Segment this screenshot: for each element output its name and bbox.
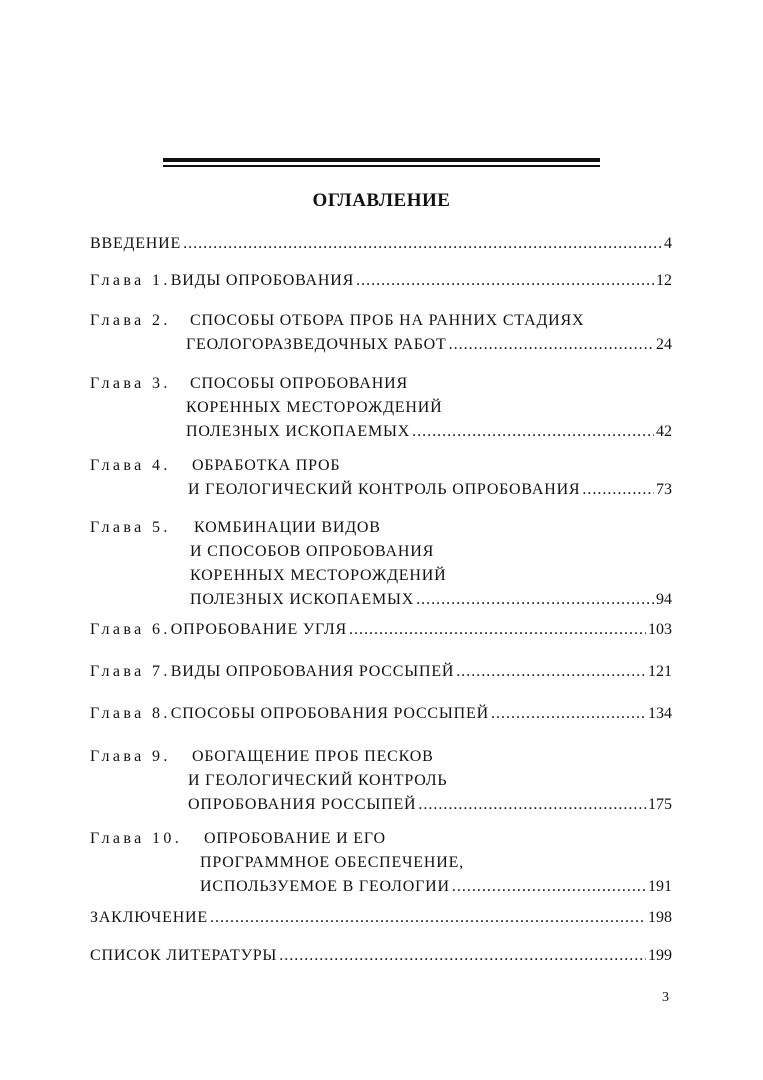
chapter-prefix: Глава 5. (90, 519, 171, 536)
dot-leader (449, 333, 654, 357)
chapter-prefix: Глава 4. (90, 457, 171, 474)
page-number: 3 (662, 990, 669, 1005)
toc-entry-line (90, 875, 672, 899)
toc-entry-text: ПРОГРАММНОЕ ОБЕСПЕЧЕНИЕ, (200, 854, 464, 871)
chapter-prefix: Глава 8. (90, 705, 171, 722)
toc-entry-text: СПИСОК ЛИТЕРАТУРЫ (90, 947, 278, 964)
toc-entry-line (90, 478, 672, 502)
toc-entry-text: КОРЕННЫХ МЕСТОРОЖДЕНИЙ (186, 399, 443, 416)
toc-page-number: 24 (656, 336, 672, 353)
toc-entry[interactable] (90, 827, 672, 899)
chapter-prefix: Глава 2. (90, 312, 171, 329)
toc-entry-text: ВИДЫ ОПРОБОВАНИЯ (170, 272, 355, 289)
toc-entry-text: ОПРОБОВАНИЕ УГЛЯ (170, 621, 347, 638)
toc-page-number: 121 (648, 663, 672, 680)
toc-page-number: 175 (648, 796, 672, 813)
dot-leader (452, 875, 646, 899)
toc-page-number: 12 (656, 272, 672, 289)
toc-entry-text: ПОЛЕЗНЫХ ИСКОПАЕМЫХ (186, 423, 411, 440)
toc-entry-line (90, 944, 672, 968)
toc-entry-text: ОБОГАЩЕНИЕ ПРОБ ПЕСКОВ (192, 748, 434, 765)
toc-page-number: 42 (656, 423, 672, 440)
toc-entry[interactable] (90, 269, 672, 293)
toc-page-number: 191 (648, 878, 672, 895)
toc-entry-line (90, 769, 672, 793)
toc-entry-text: ЗАКЛЮЧЕНИЕ (90, 909, 208, 926)
toc-page-number: 94 (656, 591, 672, 608)
toc-entry-text: И ГЕОЛОГИЧЕСКИЙ КОНТРОЛЬ (188, 772, 448, 789)
chapter-prefix: Глава 3. (90, 375, 171, 392)
toc-entry-line (90, 454, 672, 478)
toc-entry-line (90, 516, 672, 540)
toc-entry-line (90, 333, 672, 357)
toc-entry-line (90, 745, 672, 769)
dot-leader (582, 478, 654, 502)
toc-entry[interactable] (90, 702, 672, 726)
toc-page-number: 199 (648, 947, 672, 964)
top-rule-thin (163, 165, 600, 167)
dot-leader (356, 269, 654, 293)
chapter-prefix: Глава 7. (90, 663, 171, 680)
toc-entry-line (90, 906, 672, 930)
toc-entry-line (90, 660, 672, 684)
toc-entry[interactable] (90, 232, 672, 256)
page-title: ОГЛАВЛЕНИЕ (312, 190, 451, 211)
toc-entry-line (90, 851, 672, 875)
toc-entry[interactable] (90, 309, 672, 357)
toc-entry[interactable] (90, 906, 672, 930)
dot-leader (349, 618, 646, 642)
toc-entry-text: И СПОСОБОВ ОПРОБОВАНИЯ (190, 543, 435, 560)
dot-leader (491, 702, 646, 726)
dot-leader (183, 232, 662, 256)
toc-entry[interactable] (90, 660, 672, 684)
toc-entry-line (90, 269, 672, 293)
dot-leader (456, 660, 646, 684)
toc-entry[interactable] (90, 618, 672, 642)
toc-entry-text: СПОСОБЫ ОПРОБОВАНИЯ (190, 375, 408, 392)
toc-entry-text: СПОСОБЫ ОТБОРА ПРОБ НА РАННИХ СТАДИЯХ (190, 312, 585, 329)
dot-leader (416, 588, 654, 612)
toc-entry-line (90, 793, 672, 817)
dot-leader (418, 793, 646, 817)
toc-page-number: 4 (664, 235, 672, 252)
toc-entry-text: ИСПОЛЬЗУЕМОЕ В ГЕОЛОГИИ (200, 878, 450, 895)
dot-leader (279, 944, 646, 968)
toc-entry-text: КОРЕННЫХ МЕСТОРОЖДЕНИЙ (190, 567, 447, 584)
chapter-prefix: Глава 1. (90, 272, 171, 289)
toc-entry[interactable] (90, 516, 672, 612)
toc-page-number: 198 (648, 909, 672, 926)
toc-entry-text: КОМБИНАЦИИ ВИДОВ (194, 519, 381, 536)
toc-entry-text: ВВЕДЕНИЕ (90, 235, 182, 252)
toc-entry-line (90, 540, 672, 564)
toc-entry-text: ГЕОЛОГОРАЗВЕДОЧНЫХ РАБОТ (186, 336, 447, 353)
toc-entry[interactable] (90, 745, 672, 817)
toc-entry-text: И ГЕОЛОГИЧЕСКИЙ КОНТРОЛЬ ОПРОБОВАНИЯ (188, 481, 581, 498)
toc-entry-line (90, 827, 672, 851)
chapter-prefix: Глава 10. (90, 830, 183, 847)
toc-entry[interactable] (90, 454, 672, 502)
dot-leader (210, 906, 646, 930)
toc-entry-text: СПОСОБЫ ОПРОБОВАНИЯ РОССЫПЕЙ (170, 705, 489, 722)
toc-entry-text: ПОЛЕЗНЫХ ИСКОПАЕМЫХ (190, 591, 415, 608)
chapter-prefix: Глава 9. (90, 748, 171, 765)
toc-page-number: 73 (656, 481, 672, 498)
chapter-prefix: Глава 6. (90, 621, 171, 638)
toc-entry[interactable] (90, 944, 672, 968)
toc-entry-line (90, 564, 672, 588)
toc-entry-line (90, 420, 672, 444)
toc-entry-line (90, 232, 672, 256)
toc-entry-line (90, 309, 672, 333)
dot-leader (412, 420, 654, 444)
toc-entry-line (90, 588, 672, 612)
toc-entry[interactable] (90, 372, 672, 444)
toc-entry-text: ОПРОБОВАНИЯ РОССЫПЕЙ (188, 796, 417, 813)
toc-entry-line (90, 396, 672, 420)
toc-entry-text: ОПРОБОВАНИЕ И ЕГО (204, 830, 386, 847)
toc-entry-line (90, 372, 672, 396)
toc-page-number: 103 (648, 621, 672, 638)
top-rule-thick (163, 158, 600, 162)
toc-entry-line (90, 618, 672, 642)
toc-entry-text: ОБРАБОТКА ПРОБ (192, 457, 341, 474)
toc-entry-text: ВИДЫ ОПРОБОВАНИЯ РОССЫПЕЙ (170, 663, 455, 680)
toc-entry-line (90, 702, 672, 726)
toc-page-number: 134 (648, 705, 672, 722)
